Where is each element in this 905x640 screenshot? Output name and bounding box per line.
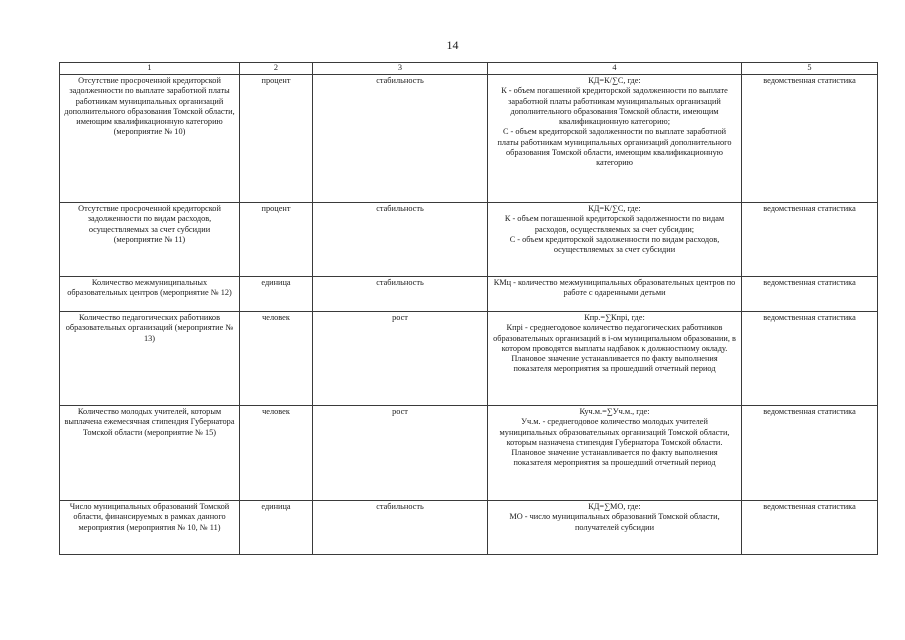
indicator-name: Число муниципальных образований Томской области, финансируемых в рамках данного мероприятия (мероприятия № 10, № 11) [60, 501, 240, 555]
indicator-name: Количество молодых учителей, которым выплачена ежемесячная стипендия Губернатора Томской области (мероприятие № 15) [60, 406, 240, 501]
method-cell [488, 312, 742, 406]
trend-cell: стабильность [313, 501, 488, 555]
unit-cell: человек [240, 406, 313, 501]
method-line: С - объем кредиторской задолженности по выплате заработной платы работникам муниципальных организаций дополнительного образования Томской области, имеющим квалификационную категорию [497, 127, 732, 168]
indicator-name: Количество межмуниципальных образовательных центров (мероприятие № 12) [60, 277, 240, 312]
method-line: Уч.м. - среднегодовое количество молодых учителей муниципальных образовательных организаций Томской области, которым назначена стипендия Губернатора Томской области. [499, 417, 730, 447]
source-cell: ведомственная статистика [742, 203, 878, 277]
formula: КД=К/∑С, где: [588, 204, 641, 213]
indicator-name: Отсутствие просроченной кредиторской задолженности по видам расходов, осуществляемых за счет субсидии (мероприятие № 11) [60, 203, 240, 277]
source-cell: ведомственная статистика [742, 312, 878, 406]
method-line: Плановое значение устанавливается по факту выполнения показателя мероприятия за прошедший отчетный период [511, 354, 718, 374]
table-row [60, 277, 878, 312]
source-cell: ведомственная статистика [742, 75, 878, 203]
table-row [60, 75, 878, 203]
table-row [60, 203, 878, 277]
source-cell: ведомственная статистика [742, 277, 878, 312]
method-line: С - объем кредиторской задолженности по видам расходов, осуществляемых за счет субсидии [509, 234, 720, 255]
source-cell: ведомственная статистика [742, 406, 878, 501]
header-row [60, 63, 878, 75]
method-cell [488, 277, 742, 312]
column-header: 4 [488, 63, 742, 75]
unit-cell: процент [240, 203, 313, 277]
method-cell [488, 501, 742, 555]
trend-cell: рост [313, 312, 488, 406]
method-cell [488, 75, 742, 203]
source-cell: ведомственная статистика [742, 501, 878, 555]
method-line: Плановое значение устанавливается по факту выполнения показателя мероприятия за прошедший отчетный период [511, 448, 718, 468]
table-row [60, 312, 878, 406]
unit-cell: человек [240, 312, 313, 406]
trend-cell: стабильность [313, 277, 488, 312]
formula: КД=∑МО, где: [588, 502, 641, 511]
unit-cell: единица [240, 277, 313, 312]
method-cell [488, 406, 742, 501]
trend-cell: рост [313, 406, 488, 501]
column-header: 1 [60, 63, 240, 75]
formula: КД=К/∑С, где: [588, 76, 641, 85]
indicator-name: Отсутствие просроченной кредиторской задолженности по выплате заработной платы работникам муниципальных организаций дополнительного образования Томской области, имеющим квалификационную категорию (мероприятие № 10) [60, 75, 240, 203]
column-header: 2 [240, 63, 313, 75]
unit-cell: единица [240, 501, 313, 555]
method-line: К - объем погашенной кредиторской задолженности по видам расходов, осуществляемых за счет субсидии; [504, 214, 725, 234]
method-line: Кпрi - среднегодовое количество педагогических работников образовательных организаций в i-ом муниципальном образовании, в котором проводятся выплаты надбавок к должностному окладу. [493, 323, 736, 353]
column-header: 5 [742, 63, 878, 75]
indicator-name: Количество педагогических работников образовательных организаций (мероприятие № 13) [60, 312, 240, 406]
formula: Куч.м.=∑Уч.м., где: [579, 407, 650, 416]
table-row [60, 406, 878, 501]
unit-cell: процент [240, 75, 313, 203]
method-cell [488, 203, 742, 277]
method-line: КМц - количество межмуниципальных образовательных центров по работе с одаренными детьми [493, 278, 736, 298]
formula: Кпр.=∑Кпрi, где: [584, 313, 645, 322]
trend-cell: стабильность [313, 203, 488, 277]
indicators-table [59, 62, 878, 555]
trend-cell: стабильность [313, 75, 488, 203]
column-header: 3 [313, 63, 488, 75]
method-line: К - объем погашенной кредиторской задолженности по выплате заработной платы работникам муниципальных организаций дополнительного образования Томской области, имеющим квалификационную категорию; [501, 86, 728, 127]
method-line: МО - число муниципальных образований Томской области, получателей субсидии [509, 512, 720, 532]
page-number: 14 [446, 38, 459, 52]
table-row [60, 501, 878, 555]
